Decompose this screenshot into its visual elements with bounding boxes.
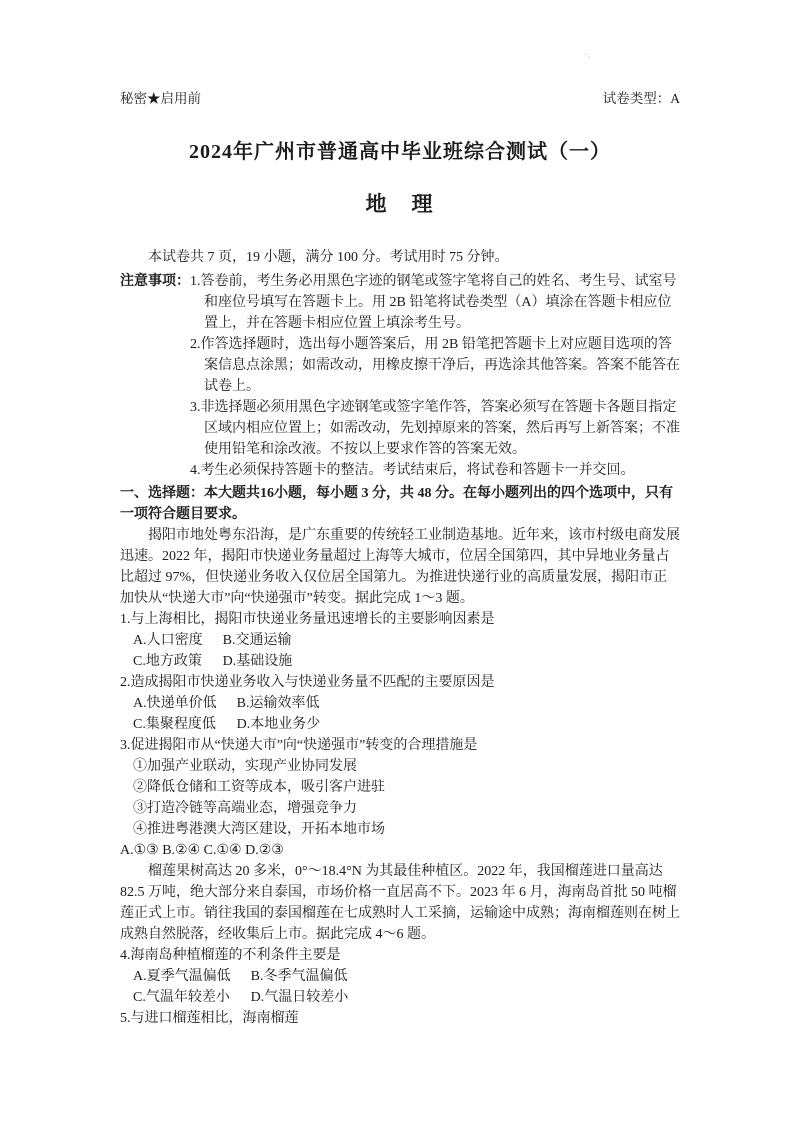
document-header xyxy=(120,88,680,109)
question-3-subitem-2: ②降低仓储和工资等成本，吸引客户进驻 xyxy=(133,780,385,795)
question-4-option-c: C.气温年较差小 xyxy=(133,990,230,1005)
question-4-options xyxy=(133,966,680,1008)
question-1-option-d: D.基础设施 xyxy=(222,654,293,669)
paper-type-label: 试卷类型：A xyxy=(602,91,680,106)
question-2-option-d: D.本地业务少 xyxy=(236,717,321,732)
notice-items xyxy=(190,271,680,481)
question-3 xyxy=(120,735,680,861)
question-1-options xyxy=(133,630,680,672)
notice-item-4: 4.考生必须保持答题卡的整洁。考试结束后，将试卷和答题卡一并交回。 xyxy=(190,463,635,478)
question-5-stem: 5.与进口榴莲相比，海南榴莲 xyxy=(120,1011,299,1026)
scan-artifact: ·. xyxy=(584,49,591,61)
intro-text: 本试卷共 7 页，19 小题，满分 100 分。考试用时 75 分钟。 xyxy=(148,250,509,265)
secrecy-label: 秘密★启用前 xyxy=(120,91,201,106)
question-3-subitem-1: ①加强产业联动，实现产业协同发展 xyxy=(133,759,357,774)
question-1-option-b: B.交通运输 xyxy=(222,633,292,648)
question-2-option-c: C.集聚程度低 xyxy=(133,717,216,732)
question-1-stem: 1.与上海相比，揭阳市快递业务量迅速增长的主要影响因素是 xyxy=(120,612,495,627)
question-1-option-a: A.人口密度 xyxy=(133,633,203,648)
notice-item-2: 2.作答选择题时，选出每小题答案后，用 2B 铅笔把答题卡上对应题目选项的答案信息点涂黑；如需改动，用橡皮擦干净后，再选涂其他答案。答案不能答在试卷上。 xyxy=(190,337,680,394)
section-heading: 一、选择题：本大题共16小题，每小题 3 分，共 48 分。在每小题列出的四个选项中，只有一项符合题目要求。 xyxy=(120,486,673,522)
question-1 xyxy=(120,609,680,672)
question-2-option-b: B.运输效率低 xyxy=(236,696,320,711)
question-3-stem: 3.促进揭阳市从“快递大市”向“快递强市”转变的合理措施是 xyxy=(120,738,478,753)
question-1-option-c: C.地方政策 xyxy=(133,654,202,669)
question-4-option-d: D.气温日较差小 xyxy=(250,990,349,1005)
question-3-subitem-4: ④推进粤港澳大湾区建设，开拓本地市场 xyxy=(133,822,385,837)
notice-item-3: 3.非选择题必须用黑色字迹钢笔或签字笔作答，答案必须写在答题卡各题目指定区域内相应位置上；如需改动，先划掉原来的答案，然后再写上新答案；不准使用铅笔和涂改液。不按以上要求作答的答案无效。 xyxy=(190,400,680,457)
question-2-stem: 2.造成揭阳市快递业务收入与快递业务量不匹配的主要原因是 xyxy=(120,675,495,690)
question-4 xyxy=(120,945,680,1008)
question-5 xyxy=(120,1008,680,1029)
question-2-option-a: A.快递单价低 xyxy=(133,696,217,711)
notice-section xyxy=(120,271,680,481)
question-3-answer-line: A.①③ B.②④ C.①④ D.②③ xyxy=(120,843,284,858)
question-4-option-b: B.冬季气温偏低 xyxy=(250,969,348,984)
notice-label: 注意事项： xyxy=(120,274,190,289)
passage-2: 榴莲果树高达 20 多米，0°～18.4°N 为其最佳种植区。2022 年，我国榴莲进口量高达 82.5 万吨，绝大部分来自泰国，市场价格一直居高不下。2023 年 6 月，海南岛首批 50 吨榴莲正式上市。销往我国的泰国榴莲在七成熟时人工采摘，运输途中成熟；海南榴莲则在树上成熟自然脱落，经收集后上市。据此完成 4～6 题。 xyxy=(120,864,680,942)
question-3-subitem-3: ③打造冷链等高端业态，增强竞争力 xyxy=(133,801,357,816)
question-2-options xyxy=(133,693,680,735)
exam-title: 2024年广州市普通高中毕业班综合测试（一） xyxy=(189,141,611,163)
question-4-option-a: A.夏季气温偏低 xyxy=(133,969,231,984)
question-2 xyxy=(120,672,680,735)
notice-item-1: 1.答卷前，考生务必用黑色字迹的钢笔或签字笔将自己的姓名、考生号、试室号和座位号填写在答题卡上。用 2B 铅笔将试卷类型（A）填涂在答题卡相应位置上，并在答题卡相应位置上填涂考生号。 xyxy=(190,274,677,331)
question-4-stem: 4.海南岛种植榴莲的不利条件主要是 xyxy=(120,948,341,963)
question-3-subitems xyxy=(133,756,680,840)
passage-1: 揭阳市地处粤东沿海，是广东重要的传统轻工业制造基地。近年来，该市村级电商发展迅速。2022 年，揭阳市快递业务量超过上海等大城市，位居全国第四，其中异地业务量占比超过 97%，但快递业务收入仅位居全国第九。为推进快递行业的高质量发展，揭阳市正加快从“快递大市”向“快递强市”转变。据此完成 1～3 题。 xyxy=(120,528,680,606)
subject-title: 地 理 xyxy=(365,192,435,216)
